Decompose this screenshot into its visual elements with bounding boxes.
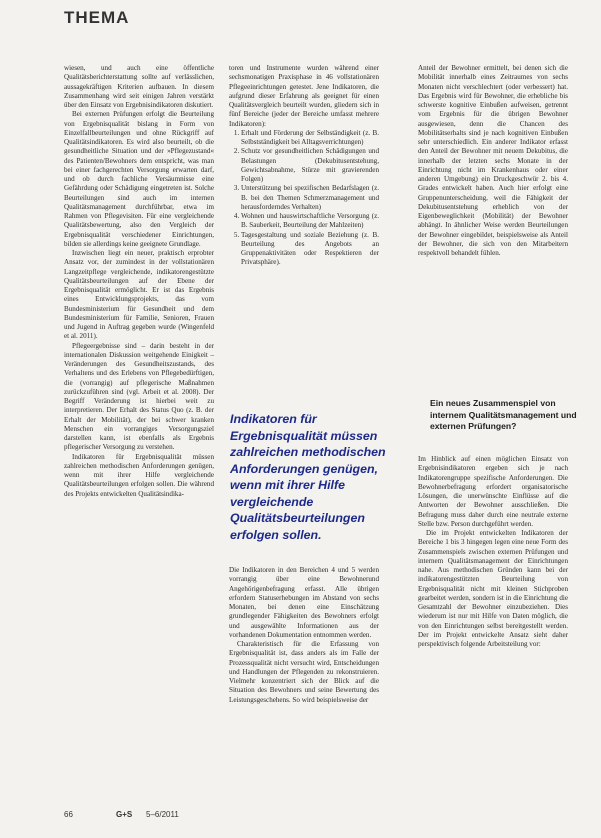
paragraph: Anteil der Bewohner ermittelt, bei denen sich die Mobilität innerhalb eines Zeitraumes von sechs Monaten nicht verschlechtert (oder verbessert) hat. Das Ergebnis wird für Bewohner, die erhebliche bis schwerste kognitive Einbußen aufweisen, getrennt vom Ergebnis für die übrigen Bewohner ausgewiesen, denn die Chancen des Mobilitätserhalts sind je nach kognitiven Einbußen sehr unterschiedlich. Ein anderer Indikator erfasst den Anteil der Bewohner mit neuem Dekubitus, die innerhalb der letzten sechs Monate in der Einrichtung nicht im Krankenhaus oder einer anderen Umgebung) ein Druckgeschwür 2. bis 4. Grades entwickelt haben. Auch hier erfolgt eine Gruppenunterscheidung, weil die Fähigkeit der Dekubitusentstehung erheblich von der Eigenbeweglichkeit (Mobilität) der Bewohner abhängt. In ähnlicher Weise werden Beurteilungen der Bewohner eingebildet, beispielsweise als Anteil der Bewohner, die sich von den Mitarbeitern respektvoll behandelt fühlen. <box>418 64 568 257</box>
column-2-bottom <box>229 566 379 796</box>
subheading: Ein neues Zusammenspiel von internem Qualitätsmanagement und externen Prüfungen? <box>430 398 577 431</box>
paragraph: Im Hinblick auf einen möglichen Einsatz von Ergebnisindikatoren ergeben sich je nach Indikatorengruppe spezifische Anforderungen. Die Bewohnerbefragung erfordert organisatorische Lösungen, die unerwünschte Einflüsse auf die Antworten der Bewohner ausschließen. Die Befragung muss daher durch eine neutrale externe Stelle bzw. Person durchgeführt werden. <box>418 455 568 528</box>
list-item: 5. Tagesgestaltung und soziale Beziehung (z. B. Beurteilung des Angebots an Gruppenaktivitäten oder Respektieren der Privatsphäre). <box>241 231 379 268</box>
paragraph: wiesen, und auch eine öffentliche Qualitätsberichterstattung sollte auf verlässlichen, aussagekräftigen Kriterien aufbauen. In diesem Zusammenhang wird seit einigen Jahren verstärkt über den Einsatz von Ergebnisindikatoren diskutiert. <box>64 64 214 109</box>
paragraph: toren und Instrumente wurden während einer sechsmonatigen Praxisphase in 46 vollstationären Pflegeeinrichtungen getestet. Jene Indikatoren, die aufgrund dieser Erfahrung als geeignet für einen Qualitätsvergleich beurteilt wurden, gliedern sich in fünf Bereiche (jeder der Bereiche umfasst mehrere Indikatoren): <box>229 64 379 128</box>
paragraph: Pflegeergebnisse sind – darin besteht in der internationalen Diskussion weitgehende Einigkeit – Veränderungen des Gesundheitszustands, des Verhaltens und des Erlebens von Pflegebedürftigen, die (vorrangig) auf pflegerische Maßnahmen zurückzuführen sind (vgl. Arbeit et al. 2008). Der Begriff Veränderung ist hierbei weit zu interpretieren. Der Erhalt des Status Quo (z. B. der Erhalt der Mobilität), der bei schwer kranken Menschen ein vorrangiges Versorgungsziel darstellen kann, ist ebenfalls als Ergebnis pflegerischer Versorgung zu verstehen. <box>64 341 214 452</box>
column-2-top <box>229 64 379 364</box>
list-item: 2. Schutz vor gesundheitlichen Schädigungen und Belastungen (Dekubitusentstehung, Gewichtsabnahme, Stürze mit gravierenden Folgen) <box>241 147 379 184</box>
column-1 <box>64 64 214 794</box>
pull-quote: Indikatoren für Ergebnisqualität müssen zahlreichen methodischen Anforderungen genügen, wenn mit ihrer Hilfe vergleichende Qualitätsbeurteilungen erfolgen sollen. <box>230 412 386 542</box>
issue-number: 5–6/2011 <box>146 810 179 819</box>
journal-name: G+S <box>116 810 133 819</box>
list-item: 4. Wohnen und hauswirtschaftliche Versorgung (z. B. Sauberkeit, Beurteilung der Mahlzeiten) <box>241 212 379 231</box>
page-footer <box>64 810 584 826</box>
paragraph: Die im Projekt entwickelten Indikatoren der Bereiche 1 bis 3 hingegen legen eine neue Form des Zusammenspiels zwischen externen Prüfungen und internem Qualitätsmanagement der Einrichtungen nahe. Aus methodischen Gründen kann bei der indikatorengestützten Beurteilung von Ergebnisqualität nicht mit kleinen Stichproben gearbeitet werden, sondern ist in die Einrichtung die Gesamtzahl der Bewohner einzubeziehen. Dies wiederum ist nur mit Hilfe von Daten möglich, die von den Einrichtungen selbst bereitgestellt werden. Der im Projekt entwickelte Ansatz sieht daher perspektivisch folgende Arbeitsteilung vor: <box>418 529 568 648</box>
list-item: 3. Unterstützung bei spezifischen Bedarfslagen (z. B. bei den Themen Schmerzmanagement und herausforderndes Verhalten) <box>241 184 379 212</box>
paragraph: Die Indikatoren in den Bereichen 4 und 5 werden vorrangig über eine Bewohnerund Angehörigenbefragung erfasst. Alle übrigen erfordern Statuserhebungen im Abstand von sechs Monaten, bei denen eine Einschätzung grundlegender Fähigkeiten des Bewohners erfolgt und ausgewählte Informationen aus der vorhandenen Dokumentation entnommen werden. <box>229 566 379 639</box>
column-3-bottom <box>418 455 568 805</box>
paragraph: Charakteristisch für die Erfassung von Ergebnisqualität ist, dass anders als im Falle der Prozessqualität nicht versucht wird, Entscheidungen und Handlungen der Pflegenden zu rekonstruieren. Vielmehr konzentriert sich der Blick auf die Situation des Bewohners und seine Bewertung des Leistungsgeschehens. So wird beispielsweise der <box>229 640 379 704</box>
paragraph: Bei externen Prüfungen erfolgt die Beurteilung von Ergebnisqualität bislang in Form von Einzelfallbeurteilungen und ohne Rückgriff auf Qualitätsindikatoren. Es wird also beurteilt, ob die gesundheitliche Situation und der »Pflegezustand« des Patienten/Bewohners dem entspricht, was man bei einer fachgerechten Versorgung erwarten darf, und ob durch fachliche Versäumnisse eine Gefährdung oder Schädigung eingetreten ist. Solche Beurteilungen sind auch im internen Qualitätsmanagement durchführbar, etwa im Rahmen von Pflegevisiten. Für eine vergleichende Qualitätsbewertung, also den Vergleich der Ergebnisqualität verschiedener Einrichtungen, bilden sie allerdings keine geeignete Grundlage. <box>64 110 214 248</box>
paragraph: Inzwischen liegt ein neuer, praktisch erprobter Ansatz vor, der zumindest in der vollstationären Langzeitpflege vergleichende, indikatorengestützte Qualitätsbeurteilungen auf der Ebene der Ergebnisqualität ermöglicht. Er ist das Ergebnis eines Entwicklungsprojekts, das vom Bundesministerium für Gesundheit und dem Bundesministerium für Familie, Senioren, Frauen und Jugend in Auftrag gegeben wurde (Wingenfeld et al. 2011). <box>64 249 214 341</box>
list-item: 1. Erhalt und Förderung der Selbständigkeit (z. B. Selbstständigkeit bei Alltagsverrichtungen) <box>241 129 379 148</box>
paragraph: Indikatoren für Ergebnisqualität müssen zahlreichen methodischen Anforderungen genügen, wenn mit ihrer Hilfe vergleichende Qualitätsbeurteilungen erfolgen sollen. Die während des Projekts entwickelten Qualitätsindika- <box>64 452 214 498</box>
column-3-top <box>418 64 568 370</box>
page-number: 66 <box>64 810 73 819</box>
indicator-list <box>229 129 379 268</box>
section-label: THEMA <box>64 8 130 27</box>
